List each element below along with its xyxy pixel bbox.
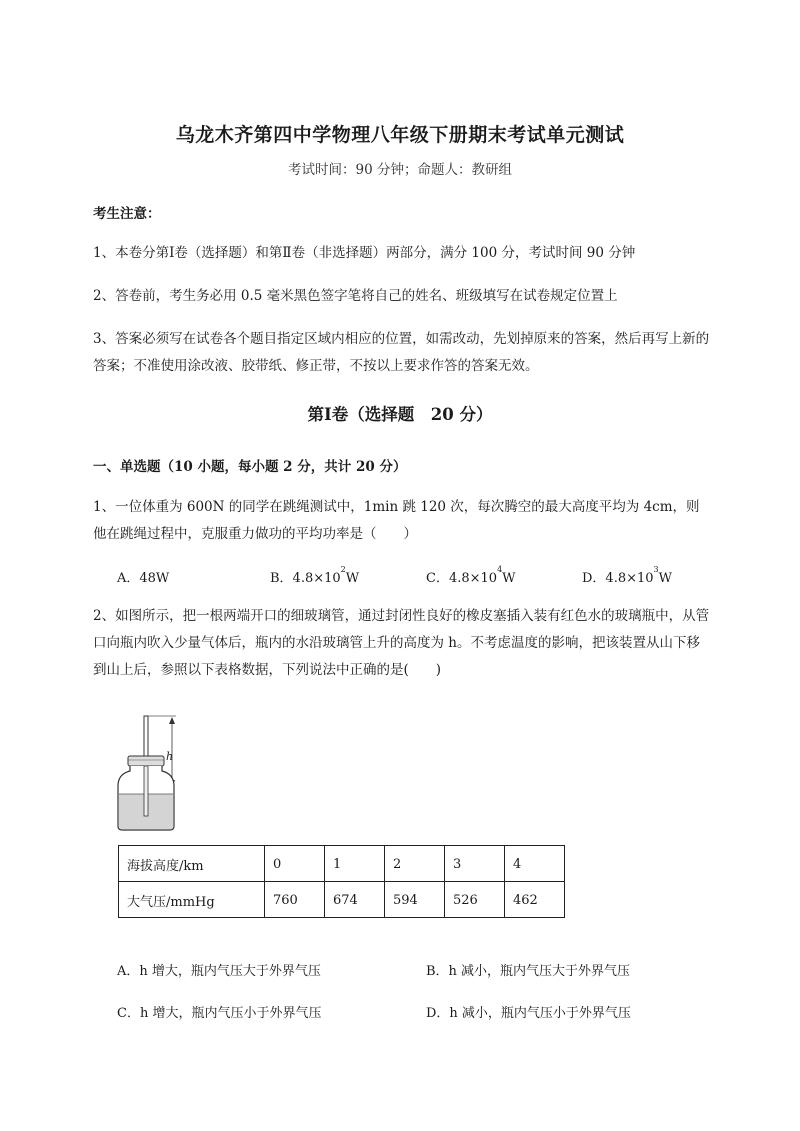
height-arrow-top (169, 717, 175, 724)
q2-option-d: D．h 减小，瓶内气压小于外界气压 (426, 1006, 631, 1021)
table-cell: 760 (265, 882, 325, 918)
section-title: 第Ⅰ卷（选择题 20 分） (307, 405, 493, 424)
pressure-table (118, 845, 565, 918)
notice-item-1: 1、本卷分第Ⅰ卷（选择题）和第Ⅱ卷（非选择题）两部分，满分 100 分，考试时间 90 分钟 (93, 245, 636, 261)
table-cell: 2 (385, 846, 445, 882)
notice-item-2: 2、答卷前，考生务必用 0.5 毫米黑色签字笔将自己的姓名、班级填写在试卷规定位置上 (93, 288, 618, 304)
table-cell: 大气压/mmHg (119, 882, 265, 918)
notice-heading: 考生注意： (93, 206, 161, 222)
q1-option-c-unit: W (502, 571, 516, 586)
q1-option-c-base: C．4.8×10 (426, 571, 498, 586)
part-heading: 一、单选题（10 小题，每小题 2 分，共计 20 分） (93, 459, 407, 475)
table-row (119, 846, 565, 882)
q1-option-a: A．48W (117, 571, 170, 586)
exam-subtitle: 考试时间：90 分钟；命题人：教研组 (288, 162, 512, 178)
q1-option-c-exponent: 4 (497, 565, 503, 574)
q2-option-c: C．h 增大，瓶内气压小于外界气压 (117, 1006, 322, 1021)
q2-option-a: A．h 增大，瓶内气压大于外界气压 (117, 964, 321, 979)
q1-option-b-unit: W (345, 571, 360, 586)
table-cell: 4 (505, 846, 565, 882)
question-2-stem: 2、如图所示，把一根两端开口的细玻璃管，通过封闭性良好的橡皮塞插入装有红色水的玻璃瓶中，从管口向瓶内吹入少量气体后，瓶内的水沿玻璃管上升的高度为 h。不考虑温度的影响，把该装置从山下移到山上后，参照以下表格数据，下列说法中正确的是( ) (93, 608, 710, 678)
table-row (119, 882, 565, 918)
table-cell: 674 (325, 882, 385, 918)
question-1-stem: 1、一位体重为 600N 的同学在跳绳测试中，1min 跳 120 次，每次腾空的最大高度平均为 4cm，则他在跳绳过程中，克服重力做功的平均功率是（ ） (93, 499, 700, 542)
q1-option-b-exponent: 2 (340, 565, 346, 574)
q1-option-d-base: D．4.8×10 (582, 571, 654, 586)
bottle-figure (108, 708, 198, 833)
notice-item-3: 3、答案必须写在试卷各个题目指定区域内相应的位置，如需改动，先划掉原来的答案，然后再写上新的答案；不准使用涂改液、胶带纸、修正带，不按以上要求作答的答案无效。 (93, 331, 710, 374)
table-cell: 594 (385, 882, 445, 918)
q1-option-d-exponent: 3 (653, 565, 659, 574)
table-cell: 海拔高度/km (119, 846, 265, 882)
rubber-stopper (128, 756, 164, 766)
q2-option-b: B．h 减小，瓶内气压大于外界气压 (426, 964, 631, 979)
q1-option-b (270, 567, 359, 586)
q1-option-d (582, 567, 672, 586)
q1-option-c (426, 567, 516, 586)
tube-inside (144, 766, 148, 816)
table-cell: 0 (265, 846, 325, 882)
q1-option-b-base: B．4.8×10 (270, 571, 341, 586)
table-cell: 3 (445, 846, 505, 882)
table-cell: 1 (325, 846, 385, 882)
table-cell: 462 (505, 882, 565, 918)
q1-option-d-unit: W (658, 571, 673, 586)
height-label: h (166, 750, 174, 763)
exam-title: 乌龙木齐第四中学物理八年级下册期末考试单元测试 (175, 124, 625, 146)
table-cell: 526 (445, 882, 505, 918)
